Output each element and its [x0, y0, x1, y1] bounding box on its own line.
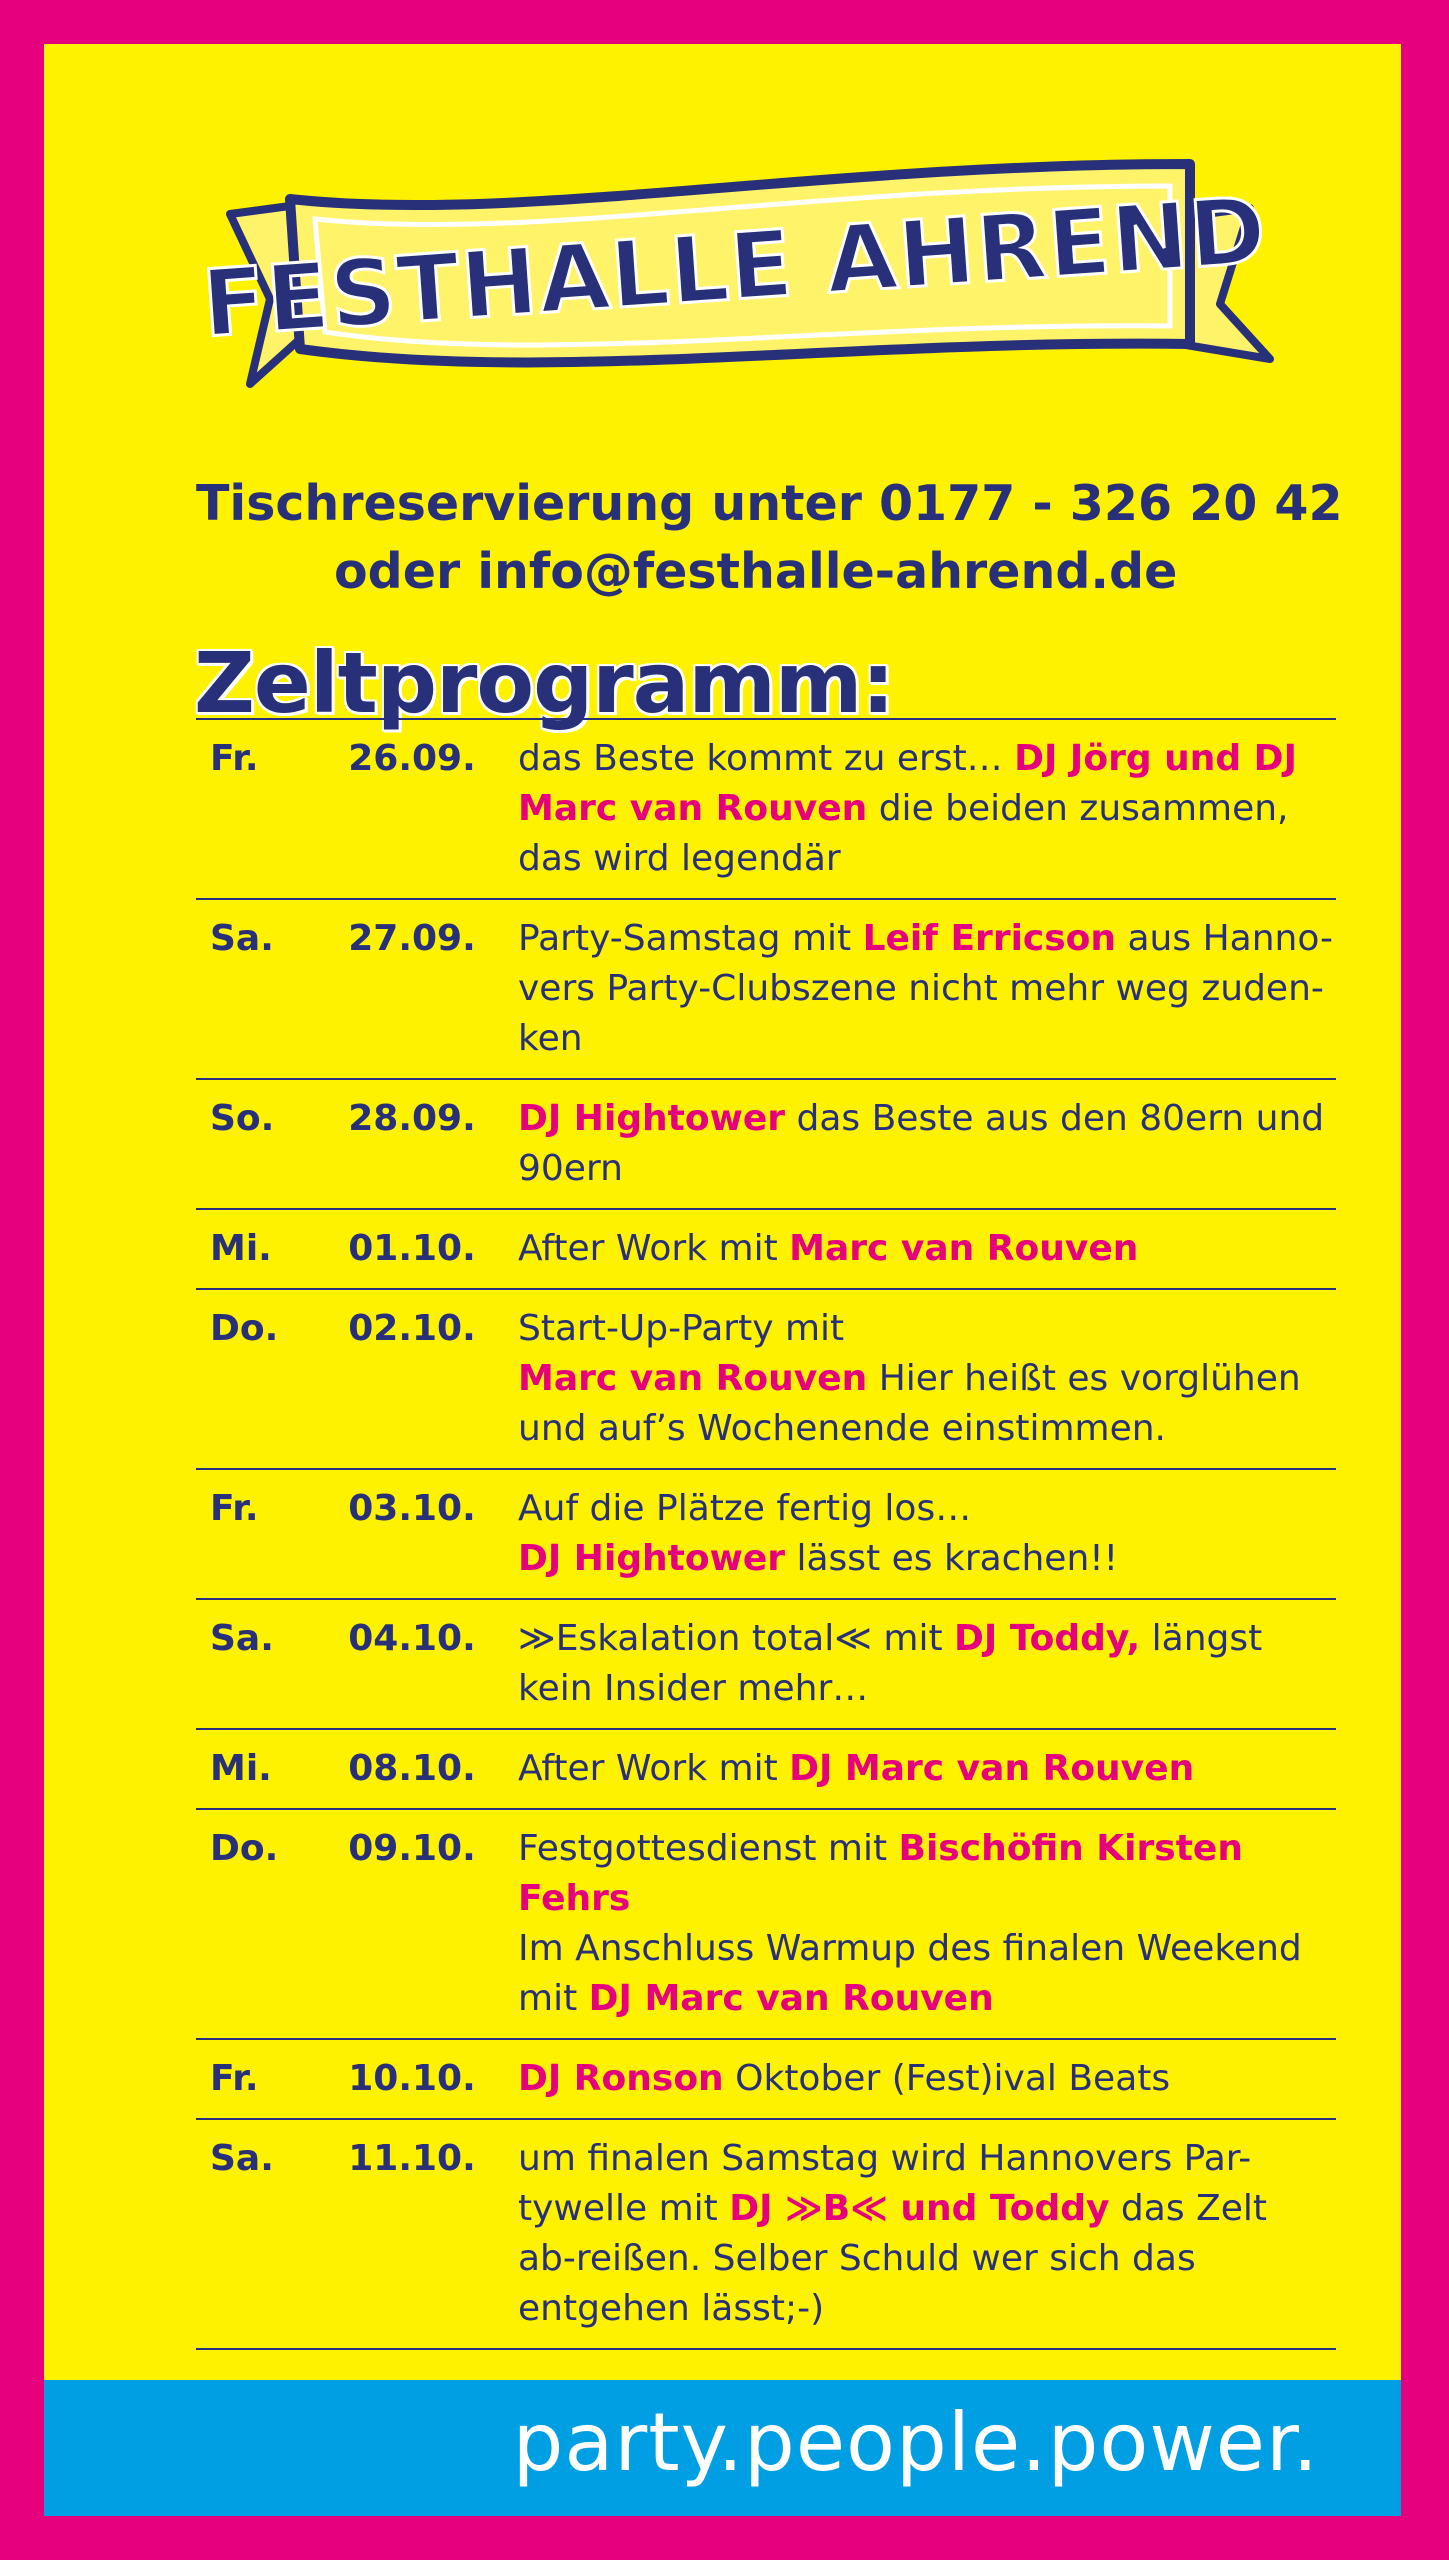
event-artist: DJ Hightower — [518, 1538, 786, 1579]
schedule-row — [196, 1470, 1336, 1600]
event-text: das Beste kommt zu erst… — [518, 738, 1015, 779]
event-date: 09.10. — [348, 1828, 476, 1869]
event-schedule — [196, 718, 1336, 2350]
event-day: Fr. — [210, 1488, 259, 1529]
schedule-row — [196, 1810, 1336, 2040]
event-artist: DJ Toddy, — [954, 1618, 1141, 1659]
event-date: 28.09. — [348, 1098, 476, 1139]
event-description — [492, 1304, 1336, 1454]
schedule-row — [196, 1600, 1336, 1730]
event-description — [492, 1744, 1336, 1794]
event-text: das Zelt ab-reißen. Selber Schuld wer sich das entgehen lässt;-) — [518, 2188, 1267, 2329]
event-day: Fr. — [210, 738, 259, 779]
event-description — [492, 2054, 1336, 2104]
event-artist: Marc van Rouven — [789, 1228, 1139, 1269]
event-text: Start-Up-Party mit — [518, 1308, 845, 1349]
event-text: Oktober (Fest)ival Beats — [723, 2058, 1171, 2099]
logo-text: FESTHALLE AHREND — [198, 176, 1271, 359]
event-text: Hier heißt es vorglühen und auf’s Wochenende einstimmen. — [518, 1358, 1301, 1449]
event-date: 01.10. — [348, 1228, 476, 1269]
schedule-row — [196, 1210, 1336, 1290]
event-date: 11.10. — [348, 2138, 476, 2179]
event-day: Sa. — [210, 2138, 274, 2179]
event-text: die beiden zusammen, das wird legendär — [518, 788, 1289, 879]
footer-slogan: party.people.power. — [512, 2396, 1319, 2489]
event-artist: DJ Marc van Rouven — [588, 1978, 994, 2019]
schedule-row — [196, 2120, 1336, 2350]
event-text: After Work mit — [518, 1228, 790, 1269]
event-day: Mi. — [210, 1228, 272, 1269]
event-text: Im Anschluss Warmup des finalen Weekend mit — [518, 1928, 1302, 2019]
event-text: das Beste aus den 80ern und 90ern — [518, 1098, 1325, 1189]
event-day: Sa. — [210, 1618, 274, 1659]
event-day: So. — [210, 1098, 275, 1139]
event-description — [492, 734, 1336, 884]
event-artist: DJ Ronson — [518, 2058, 724, 2099]
event-day: Sa. — [210, 918, 274, 959]
event-text: lässt es krachen!! — [785, 1538, 1119, 1579]
festhalle-logo-banner — [190, 104, 1280, 434]
event-text: Auf die Plätze fertig los… — [518, 1488, 972, 1529]
event-date: 26.09. — [348, 738, 476, 779]
event-date: 08.10. — [348, 1748, 476, 1789]
event-description — [492, 1824, 1336, 2024]
event-date: 27.09. — [348, 918, 476, 959]
event-text: um finalen Samstag wird Hannovers Par-tywelle mit — [518, 2138, 1252, 2229]
event-description — [492, 914, 1336, 1064]
event-description — [492, 1484, 1336, 1584]
event-description — [492, 1094, 1336, 1194]
event-description — [492, 1614, 1336, 1714]
event-text: ≫Eskalation total≪ mit — [518, 1618, 955, 1659]
event-day: Do. — [210, 1828, 279, 1869]
event-day: Fr. — [210, 2058, 259, 2099]
event-artist: DJ Jörg und DJ Marc van Rouven — [518, 738, 1297, 829]
event-artist: DJ Marc van Rouven — [789, 1748, 1195, 1789]
event-artist: Bischöfin Kirsten Fehrs — [518, 1828, 1243, 1919]
schedule-row — [196, 1730, 1336, 1810]
schedule-row — [196, 1080, 1336, 1210]
event-date: 04.10. — [348, 1618, 476, 1659]
footer-bar — [44, 2380, 1401, 2516]
event-text: Party-Samstag mit — [518, 918, 863, 959]
reservation-email: oder info@festhalle-ahrend.de — [334, 543, 1178, 600]
event-description — [492, 1224, 1336, 1274]
event-artist: Marc van Rouven — [518, 1358, 868, 1399]
reservation-phone: Tischreservierung unter 0177 - 326 20 42 — [196, 475, 1343, 532]
schedule-row — [196, 720, 1336, 900]
event-day: Mi. — [210, 1748, 272, 1789]
schedule-row — [196, 2040, 1336, 2120]
event-artist: Leif Erricson — [862, 918, 1117, 959]
event-date: 03.10. — [348, 1488, 476, 1529]
event-text: Festgottesdienst mit — [518, 1828, 899, 1869]
reservation-contact — [196, 470, 1343, 606]
event-artist: DJ ≫B≪ und Toddy — [729, 2188, 1110, 2229]
event-text: After Work mit — [518, 1748, 790, 1789]
event-date: 02.10. — [348, 1308, 476, 1349]
event-day: Do. — [210, 1308, 279, 1349]
event-text: aus Hanno-vers Party-Clubszene nicht mehr weg zuden-ken — [518, 918, 1334, 1059]
event-text: längst kein Insider mehr… — [518, 1618, 1263, 1709]
schedule-row — [196, 900, 1336, 1080]
event-artist: DJ Hightower — [518, 1098, 786, 1139]
program-heading: Zeltprogramm: — [194, 634, 894, 732]
flyer — [44, 44, 1401, 2516]
schedule-row — [196, 1290, 1336, 1470]
event-description — [492, 2134, 1336, 2334]
event-date: 10.10. — [348, 2058, 476, 2099]
